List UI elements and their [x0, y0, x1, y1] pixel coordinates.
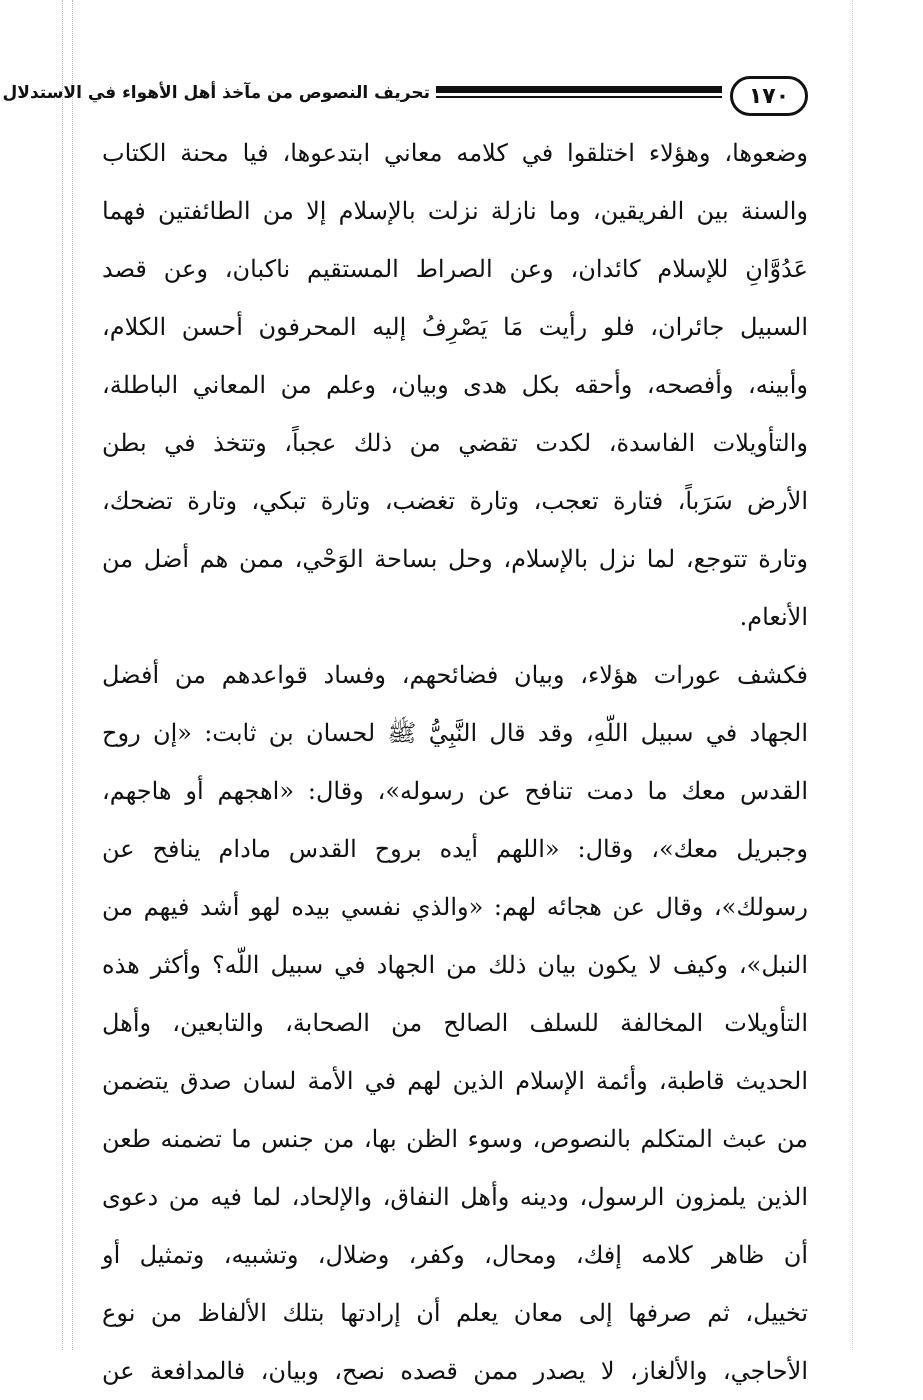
text-line: والسنة بين الفريقين، وما نازلة نزلت بالإسلام إلا من الطائفتين فهما — [102, 197, 808, 225]
text-line: والتأويلات الفاسدة، لكدت تقضي من ذلك عجباً، وتتخذ في بطن — [102, 429, 808, 457]
text-line: رسولك»، وقال عن هجائه لهم: «والذي نفسي بيده لهو أشد فيهم من — [102, 893, 808, 921]
text-line: الجهاد في سبيل اللّهِ، وقد قال النَّبِيُّ ﷺ لحسان بن ثابت: «إن روح — [102, 719, 808, 747]
paragraph — [102, 646, 808, 1400]
header-rule-thin — [436, 96, 722, 98]
text-line: الحديث قاطبة، وأئمة الإسلام الذين لهم في الأمة لسان صدق يتضمن — [102, 1067, 808, 1095]
text-line: الذين يلمزون الرسول، ودينه وأهل النفاق، والإلحاد، لما فيه من دعوى — [102, 1183, 808, 1211]
paragraph — [102, 124, 808, 646]
running-title: تحريف النصوص من مآخذ أهل الأهواء في الاستدلال — [2, 83, 430, 103]
text-line: عَدُوَّانِ للإسلام كائدان، وعن الصراط المستقيم ناكبان، وعن قصد — [102, 255, 808, 283]
text-line: فكشف عورات هؤلاء، وبيان فضائحهم، وفساد قواعدهم من أفضل — [102, 661, 808, 689]
scan-margin-line — [72, 0, 73, 1350]
text-line: الأحاجي، والألغاز، لا يصدر ممن قصده نصح، وبيان، فالمدافعة عن — [102, 1357, 808, 1385]
text-line: أن ظاهر كلامه إفك، ومحال، وكفر، وضلال، وتشبيه، وتمثيل أو — [102, 1241, 808, 1269]
page-header — [2, 76, 810, 120]
scan-margin-line — [852, 0, 853, 1350]
text-line: وأبينه، وأفصحه، وأحقه بكل هدى وبيان، وعلم من المعاني الباطلة، — [102, 371, 808, 399]
text-line: من عبث المتكلم بالنصوص، وسوء الظن بها، من جنس ما تضمنه طعن — [102, 1125, 808, 1153]
text-line: تخييل، ثم صرفها إلى معان يعلم أن إرادتها بتلك الألفاظ من نوع — [102, 1299, 808, 1327]
text-line: السبيل جائران، فلو رأيت مَا يَصْرِفُ إليه المحرفون أحسن الكلام، — [102, 313, 808, 341]
text-line: النبل»، وكيف لا يكون بيان ذلك من الجهاد في سبيل اللّه؟ وأكثر هذه — [102, 951, 808, 979]
text-line: الأرض سَرَباً، فتارة تعجب، وتارة تغضب، وتارة تبكي، وتارة تضحك، — [102, 487, 809, 515]
text-line: وضعوها، وهؤلاء اختلقوا في كلامه معاني ابتدعوها، فيا محنة الكتاب — [102, 139, 808, 167]
scan-margin-line — [62, 0, 63, 1350]
header-rule-thick — [436, 86, 722, 93]
page-number: ١٧٠ — [730, 76, 808, 116]
text-line: الأنعام. — [739, 603, 808, 631]
text-line: وجبريل معك»، وقال: «اللهم أيده بروح القدس مادام ينافح عن — [102, 835, 808, 863]
text-line: التأويلات المخالفة للسلف الصالح من الصحابة، والتابعين، وأهل — [102, 1009, 808, 1037]
text-line: وتارة تتوجع، لما نزل بالإسلام، وحل بساحة الوَحْي، ممن هم أضل من — [102, 545, 809, 573]
text-line: القدس معك ما دمت تنافح عن رسوله»، وقال: «اهجهم أو هاجهم، — [102, 777, 808, 805]
header-rule — [436, 86, 722, 102]
body-text — [102, 124, 808, 1400]
